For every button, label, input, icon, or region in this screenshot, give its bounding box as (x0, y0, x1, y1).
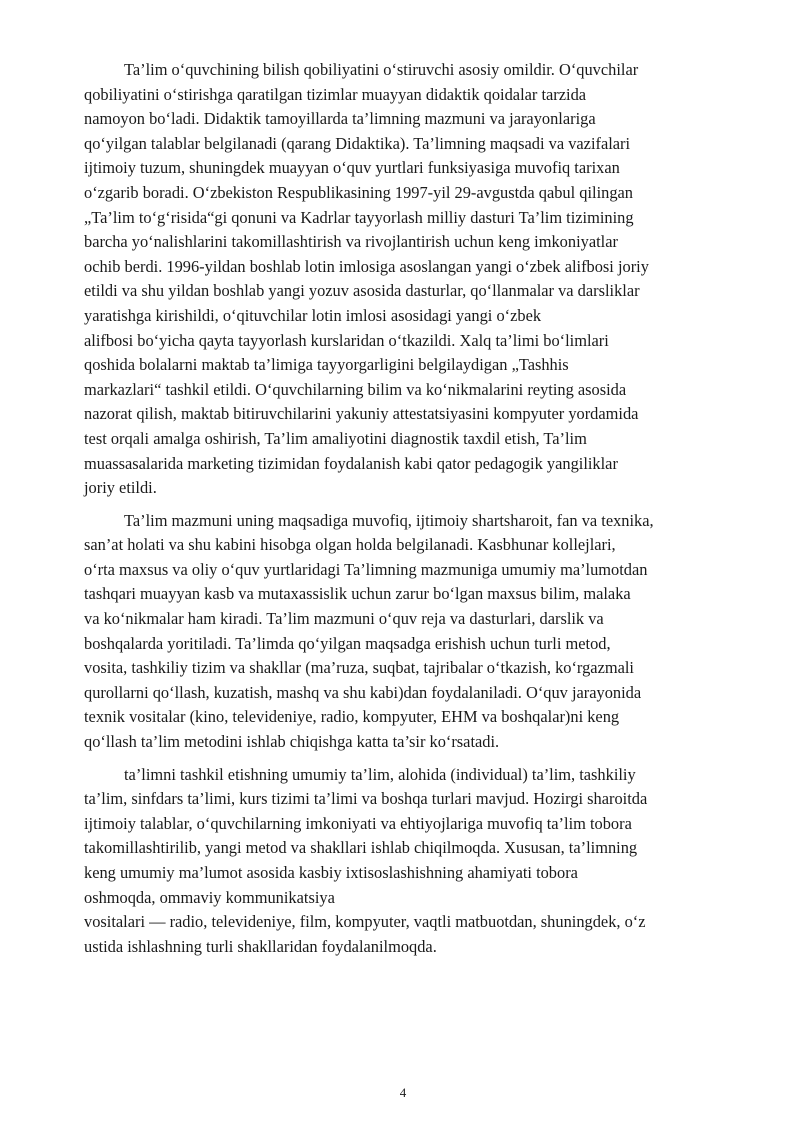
text-line: qo‘llash ta’lim metodini ishlab chiqishga katta ta’sir ko‘rsatadi. (84, 732, 500, 752)
text-line: markazlari“ tashkil etildi. O‘quvchilarning bilim va ko‘nikmalarini reyting asosida (84, 379, 627, 399)
text-line: test orqali amalga oshirish, Ta’lim amaliyotini diagnostik taxdil etish, Ta’lim (84, 428, 587, 448)
text-line: boshqalarda yoritiladi. Ta’limda qo‘yilgan maqsadga erishish uchun turli metod, (84, 633, 611, 653)
text-line: vositalari — radio, televideniye, film, kompyuter, vaqtli matbuotdan, shuningdek, o‘z (84, 912, 646, 932)
text-line: keng umumiy ma’lumot asosida kasbiy ixtisoslashishning ahamiyati tobora (84, 863, 578, 882)
text-line: qo‘yilgan talablar belgilanadi (qarang Didaktika). Ta’limning maqsadi va vazifalari (84, 133, 631, 153)
paragraph-3 (84, 763, 740, 960)
text-line: o‘rta maxsus va oliy o‘quv yurtlaridagi Ta’limning mazmuniga umumiy ma’lumotdan (84, 559, 648, 579)
text-line: ta’lim, sinfdars ta’limi, kurs tizimi ta’limi va boshqa turlari mavjud. Hozirgi sharoitda (84, 789, 648, 809)
document-page (84, 58, 740, 967)
text-line: ustida ishlashning turli shakllaridan foydalanilmoqda. (84, 936, 437, 956)
text-line: alifbosi bo‘yicha qayta tayyorlash kurslaridan o‘tkazildi. Xalq ta’limi bo‘limlari (84, 330, 609, 350)
text-line: san’at holati va shu kabini hisobga olgan holda belgilanadi. Kasbhunar kollejlari, (84, 535, 616, 555)
text-line: o‘zgarib boradi. O‘zbekiston Respublikasining 1997-yil 29-avgustda qabul qilingan (84, 182, 633, 202)
text-line: Ta’lim mazmuni uning maqsadiga muvofiq, ijtimoiy shartsharoit, fan va texnika, (124, 510, 654, 530)
text-line: Ta’lim o‘quvchining bilish qobiliyatini o‘stiruvchi asosiy omildir. O‘quvchilar (124, 60, 639, 79)
text-line: tashqari muayyan kasb va mutaxassislik uchun zarur bo‘lgan maxsus bilim, malaka (84, 584, 631, 604)
text-line: ta’limni tashkil etishning umumiy ta’lim, alohida (individual) ta’lim, tashkiliy (124, 764, 636, 784)
text-line: namoyon bo‘ladi. Didaktik tamoyillarda ta’limning mazmuni va jarayonlariga (84, 109, 596, 129)
text-line: ijtimoiy tuzum, shuningdek muayyan o‘quv yurtlari funksiyasiga muvofiq tarixan (84, 158, 620, 178)
text-line: joriy etildi. (84, 478, 157, 498)
text-line: ijtimoiy talablar, o‘quvchilarning imkoniyati va ehtiyojlariga muvofiq ta’lim tobora (84, 813, 632, 833)
text-line: qobiliyatini o‘stirishga qaratilgan tizimlar muayyan didaktik qoidalar tarzida (84, 84, 587, 104)
text-line: etildi va shu yildan boshlab yangi yozuv asosida dasturlar, qo‘llanmalar va darsliklar (84, 281, 640, 301)
text-line: texnik vositalar (kino, televideniye, radio, kompyuter, EHM va boshqalar)ni keng (84, 707, 620, 727)
text-line: va ko‘nikmalar ham kiradi. Ta’lim mazmuni o‘quv reja va dasturlari, darslik va (84, 609, 604, 629)
text-line: oshmoqda, ommaviy kommunikatsiya (84, 887, 335, 907)
paragraph-1 (84, 58, 740, 501)
text-line: nazorat qilish, maktab bitiruvchilarini yakuniy attestatsiyasini kompyuter yordamida (84, 404, 639, 424)
text-line: takomillashtirilib, yangi metod va shakllari ishlab chiqilmoqda. Xususan, ta’limning (84, 838, 638, 858)
text-line: ochib berdi. 1996-yildan boshlab lotin imlosiga asoslangan yangi o‘zbek alifbosi joriy (84, 256, 649, 276)
text-line: qurollarni qo‘llash, kuzatish, mashq va shu kabi)dan foydalaniladi. O‘quv jarayonida (84, 682, 642, 702)
text-line: „Ta’lim to‘g‘risida“gi qonuni va Kadrlar tayyorlash milliy dasturi Ta’lim tizimining (84, 207, 634, 227)
text-line: barcha yo‘nalishlarini takomillashtirish va rivojlantirish uchun keng imkoniyatlar (84, 232, 618, 252)
text-line: muassasalarida marketing tizimidan foydalanish kabi qator pedagogik yangiliklar (84, 453, 618, 473)
page-number: 4 (399, 1085, 407, 1100)
paragraph-2 (84, 509, 740, 755)
text-line: qoshida bolalarni maktab ta’limiga tayyorgarligini belgilaydigan „Tashhis (84, 355, 569, 375)
text-line: vosita, tashkiliy tizim va shakllar (ma’ruza, suqbat, tajribalar o‘tkazish, ko‘rgazmali (84, 658, 634, 678)
text-line: yaratishga kirishildi, o‘qituvchilar lotin imlosi asosidagi yangi o‘zbek (84, 305, 542, 325)
